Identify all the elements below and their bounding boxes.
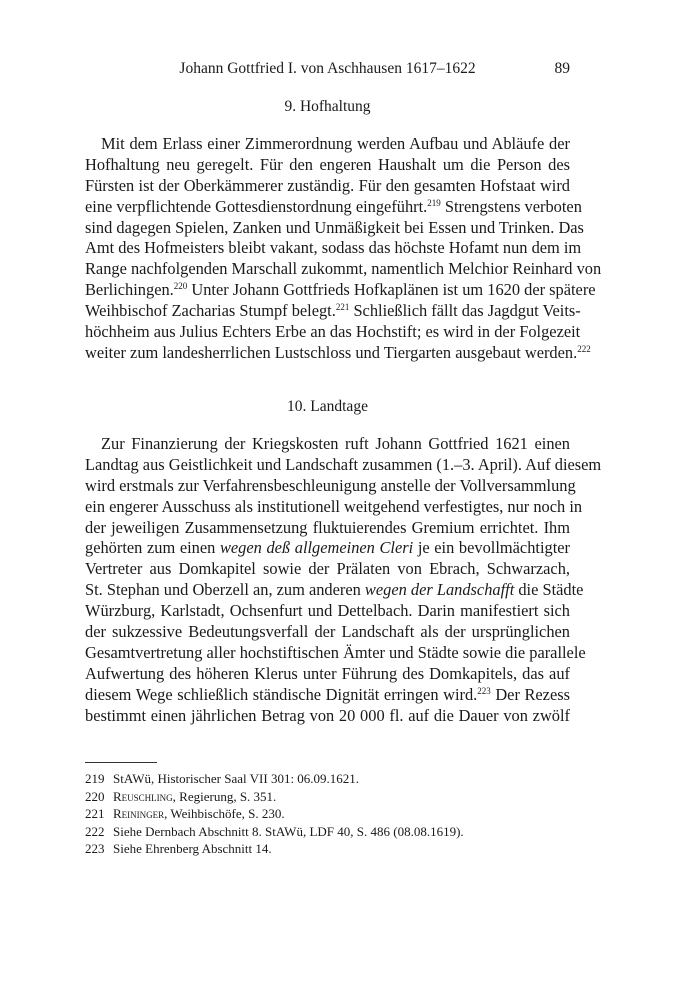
text-line: Gesamtvertretung aller hochstiftischen Ämter und Städte sowie die parallele xyxy=(85,642,586,662)
italic-quote: wegen der Landschafft xyxy=(364,580,515,600)
text-line xyxy=(85,685,570,706)
text-line: Landtag aus Geistlichkeit und Landschaft zusammen (1.–3. April). Auf diesem xyxy=(85,454,602,474)
footnote-text: , Regierung, S. 351. xyxy=(172,788,277,804)
text-line: Range nachfolgenden Marschall zukommt, namentlich Melchior Reinhard von xyxy=(85,259,602,279)
footnote-text: StAWü, Historischer Saal VII 301: 06.09.1621. xyxy=(113,771,360,786)
page-number: 89 xyxy=(554,60,570,77)
text-line: Fürsten ist der Oberkämmerer zuständig. Für den gesamten Hofstaat wird xyxy=(85,175,570,195)
text-line xyxy=(85,280,596,301)
text-segment: diesem Wege schließlich ständische Dignität erringen wird. xyxy=(85,684,478,704)
text-line: höchheim aus Julius Echters Erbe an das Hochstift; es wird in der Folgezeit xyxy=(85,322,581,342)
footnote-ref-219: 219 xyxy=(427,197,441,208)
text-segment: gehörten zum einen xyxy=(85,538,220,558)
text-line: Zur Finanzierung der Kriegskosten ruft Johann Gottfried 1621 einen xyxy=(101,434,570,453)
footnote-number: 220 xyxy=(85,788,105,804)
text-segment: Der Rezess xyxy=(490,684,570,704)
text-segment: je ein bevollmächtigter xyxy=(413,538,570,558)
text-segment: Weihbischof Zacharias Stumpf belegt. xyxy=(85,301,336,321)
footnote-text: , Weihbischöfe, S. 230. xyxy=(164,806,285,821)
footnote-text: Siehe Dernbach Abschnitt 8. StAWü, LDF 40, S. 486 (08.08.1619). xyxy=(113,823,464,839)
footnote-number: 221 xyxy=(85,806,105,821)
running-head-title: Johann Gottfried I. von Aschhausen 1617–1622 xyxy=(179,60,476,77)
text-line: bestimmt einen jährlichen Betrag von 20 000 fl. auf die Dauer von zwölf xyxy=(85,705,570,725)
footnote-number: 219 xyxy=(85,771,105,786)
text-segment: Schließlich fällt das Jagdgut Veits- xyxy=(349,301,581,321)
text-line: der sukzessive Bedeutungsverfall der Landschaft als der ursprünglichen xyxy=(85,622,570,642)
text-line: Mit dem Erlass einer Zimmerordnung werden Aufbau und Abläufe der xyxy=(101,134,570,153)
footnotes xyxy=(85,770,570,858)
text-line: Aufwertung des höheren Klerus unter Führung des Domkapitels, das auf xyxy=(85,663,570,683)
text-line: wird erstmals zur Verfahrensbeschleunigung anstelle der Vollversammlung xyxy=(85,475,576,495)
footnote-222 xyxy=(85,823,570,841)
footnote-text: Siehe Ehrenberg Abschnitt 14. xyxy=(113,841,272,856)
text-line: sind dagegen Spielen, Zanken und Unmäßigkeit bei Essen und Trinken. Das xyxy=(85,217,584,237)
text-line xyxy=(85,580,584,601)
footnote-ref-220: 220 xyxy=(173,281,188,292)
text-line xyxy=(85,342,591,364)
text-segment: Unter Johann Gottfrieds Hofkaplänen ist um 1620 der spätere xyxy=(187,280,596,300)
text-line xyxy=(85,538,570,559)
footnote-220 xyxy=(85,788,570,806)
footnote-number: 222 xyxy=(85,823,105,839)
footnote-223 xyxy=(85,840,570,858)
text-segment: eine verpflichtende Gottesdienstordnung eingeführt. xyxy=(85,196,428,216)
paragraph-landtage xyxy=(85,434,602,726)
text-line: Hofhaltung neu geregelt. Für den engeren Haushalt um die Person des xyxy=(85,154,570,174)
text-line: der jeweiligen Zusammensetzung fluktuierendes Gremium errichtet. Ihm xyxy=(85,517,570,537)
text-segment: die Städte xyxy=(514,580,584,600)
italic-quote: wegen deß allgemeinen Cleri xyxy=(219,538,414,558)
text-segment: Berlichingen. xyxy=(85,280,174,300)
text-line: ein engerer Ausschuss als institutionell weitgehend verfestigtes, nur noch in xyxy=(85,496,583,516)
text-segment: Strengstens verboten xyxy=(440,196,582,216)
footnote-ref-222: 222 xyxy=(577,343,591,354)
section-heading-hofhaltung: 9. Hofhaltung xyxy=(284,98,371,115)
text-line xyxy=(85,301,581,322)
footnote-number: 223 xyxy=(85,841,105,856)
footnote-221 xyxy=(85,805,570,823)
text-segment: weiter zum landesherrlichen Lustschloss und Tiergarten ausgebaut werden. xyxy=(85,342,578,362)
text-line: Vertreter aus Domkapitel sowie der Prälaten von Ebrach, Schwarzach, xyxy=(85,559,570,579)
paragraph-hofhaltung xyxy=(85,134,602,364)
running-head xyxy=(85,60,570,82)
footnote-separator xyxy=(85,762,157,763)
text-line xyxy=(85,196,582,218)
text-line: Amt des Hofmeisters bleibt vakant, sodass das höchste Hofamt nun dem im xyxy=(85,238,582,258)
section-heading-landtage: 10. Landtage xyxy=(287,398,368,415)
footnote-219 xyxy=(85,770,570,788)
footnote-ref-221: 221 xyxy=(335,302,350,313)
text-segment: St. Stephan und Oberzell an, zum anderen xyxy=(85,580,365,600)
footnote-ref-223: 223 xyxy=(477,685,491,696)
footnote-author: Reuschling xyxy=(113,788,173,804)
text-line: Würzburg, Karlstadt, Ochsenfurt und Dettelbach. Darin manifestiert sich xyxy=(85,601,570,621)
footnote-author: Reininger xyxy=(113,806,165,821)
